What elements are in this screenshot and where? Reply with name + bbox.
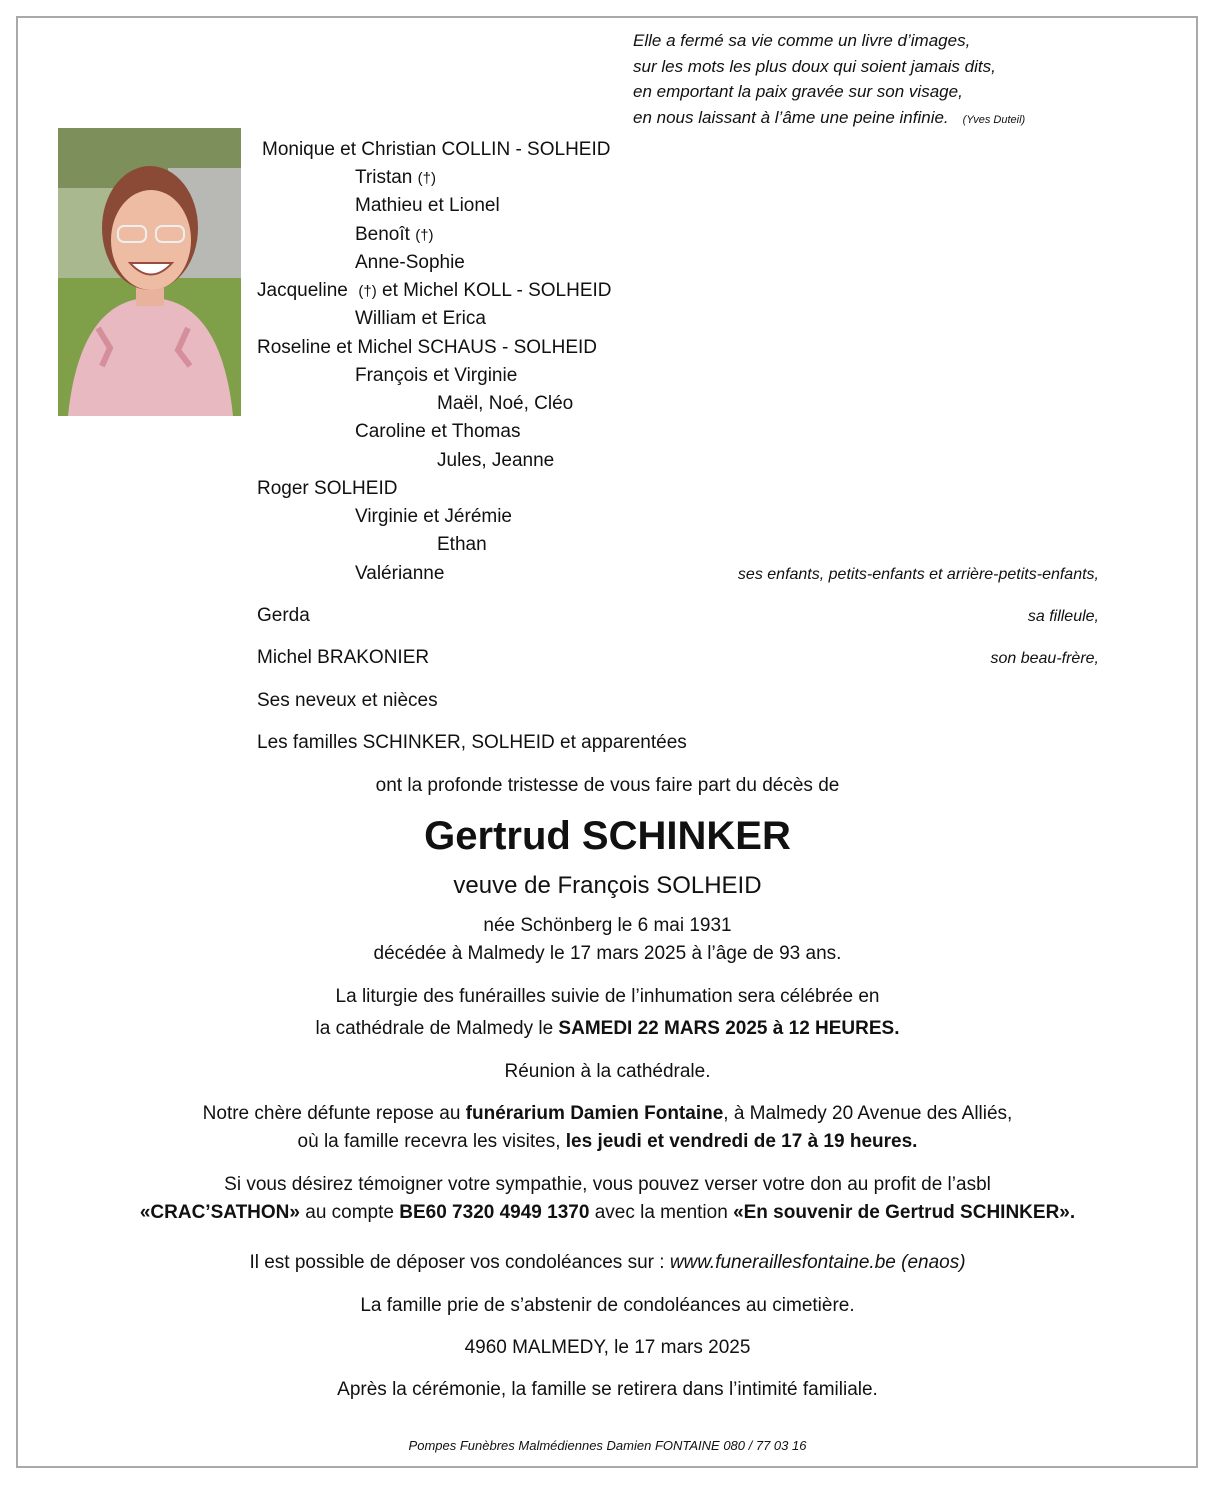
poem-line: en emportant la paix gravée sur son visage, [633, 82, 963, 101]
family-ethan: Ethan [437, 534, 487, 555]
relation-brother-in-law: son beau-frère, [990, 650, 1099, 667]
donation-mention-label: avec la mention [589, 1202, 734, 1223]
family-benoit [355, 223, 434, 248]
death-info: décédée à Malmedy le 17 mars 2025 à l’âge de 93 ans. [373, 943, 842, 964]
donation-mention: «En souvenir de Gertrud SCHINKER». [733, 1202, 1076, 1223]
donation-line-2 [0, 1201, 1215, 1225]
family-valerianne: Valérianne [355, 563, 445, 584]
family-roger: Roger SOLHEID [257, 478, 398, 499]
ceremony-line-1: La liturgie des funérailles suivie de l’inhumation sera célébrée en [335, 986, 880, 1007]
poem-line: Elle a fermé sa vie comme un livre d’images, [633, 31, 971, 50]
family-francois: François et Virginie [355, 365, 518, 386]
deceased-mark: (†) [415, 227, 434, 244]
donation-account-label: au compte [299, 1202, 400, 1223]
place-date: 4960 MALMEDY, le 17 mars 2025 [464, 1337, 751, 1358]
family-jules: Jules, Jeanne [437, 450, 555, 471]
jacqueline-name: Jacqueline [257, 280, 348, 301]
deceased-photo [58, 128, 241, 416]
family-collin: Monique et Christian COLLIN - SOLHEID [262, 139, 611, 160]
family-mathieu: Mathieu et Lionel [355, 195, 500, 216]
visitation-pre-2: où la famille recevra les visites, [297, 1131, 566, 1152]
visitation-line-2 [0, 1130, 1215, 1154]
relation-children: ses enfants, petits-enfants et arrière-petits-enfants, [737, 566, 1099, 583]
family-virginie: Virginie et Jérémie [355, 506, 513, 527]
poem-author: (Yves Duteil) [962, 113, 1026, 126]
koll-name: et Michel KOLL - SOLHEID [382, 280, 612, 301]
poem-line-text: en nous laissant à l’âme une peine infinie. [633, 107, 949, 127]
deceased-name: Gertrud SCHINKER [424, 814, 791, 858]
reunion-info: Réunion à la cathédrale. [504, 1061, 711, 1082]
after-ceremony: Après la cérémonie, la famille se retirera dans l’intimité familiale. [337, 1379, 878, 1400]
families-line: Les familles SCHINKER, SOLHEID et apparentées [257, 732, 687, 753]
family-schaus: Roseline et Michel SCHAUS - SOLHEID [257, 337, 597, 358]
ceremony-line-2 [0, 1017, 1215, 1041]
gerda-name: Gerda [257, 605, 310, 626]
cemetery-note: La famille prie de s’abstenir de condoléances au cimetière. [360, 1295, 855, 1316]
family-caroline: Caroline et Thomas [355, 421, 521, 442]
ceremony-date: SAMEDI 22 MARS 2025 à 12 HEURES. [558, 1018, 900, 1039]
tristan-name: Tristan [355, 167, 413, 188]
family-mael: Maël, Noé, Cléo [437, 393, 574, 414]
family-william: William et Erica [355, 308, 486, 329]
donation-line-1: Si vous désirez témoigner votre sympathie, vous pouvez verser votre don au profit de l’asbl [224, 1174, 991, 1195]
relation-goddaughter: sa filleule, [1027, 608, 1099, 625]
visitation-address: , à Malmedy 20 Avenue des Alliés, [723, 1103, 1013, 1124]
footer-funeral-home: Pompes Funèbres Malmédiennes Damien FONTAINE 080 / 77 03 16 [408, 1438, 807, 1453]
deceased-mark: (†) [417, 170, 436, 187]
condolences-url[interactable]: www.funeraillesfontaine.be (enaos) [669, 1252, 966, 1273]
visitation-pre: Notre chère défunte repose au [202, 1103, 466, 1124]
announcement-intro: ont la profonde tristesse de vous faire part du décès de [375, 775, 840, 796]
benoit-name: Benoît [355, 224, 410, 245]
family-anne-sophie: Anne-Sophie [355, 252, 465, 273]
michel-name: Michel BRAKONIER [257, 647, 430, 668]
visitation-line-1 [0, 1102, 1215, 1126]
nephews-nieces: Ses neveux et nièces [257, 690, 438, 711]
poem-line: sur les mots les plus doux qui soient jamais dits, [633, 56, 996, 76]
charity-name: «CRAC’SATHON» [139, 1202, 300, 1223]
deceased-mark: (†) [358, 283, 377, 300]
birth-info: née Schönberg le 6 mai 1931 [483, 915, 732, 936]
funerarium-name: funérarium Damien Fontaine [465, 1103, 724, 1124]
family-tristan [355, 166, 436, 191]
ceremony-place: la cathédrale de Malmedy le [315, 1018, 559, 1039]
poem [633, 28, 1025, 133]
donation-iban: BE60 7320 4949 1370 [399, 1202, 590, 1223]
family-koll [257, 279, 612, 304]
condolences-pre: Il est possible de déposer vos condoléances sur : [249, 1252, 670, 1273]
poem-line [633, 105, 1025, 134]
condolences-line [0, 1251, 1215, 1275]
widow-of: veuve de François SOLHEID [453, 872, 762, 899]
visitation-hours: les jeudi et vendredi de 17 à 19 heures. [565, 1131, 918, 1152]
